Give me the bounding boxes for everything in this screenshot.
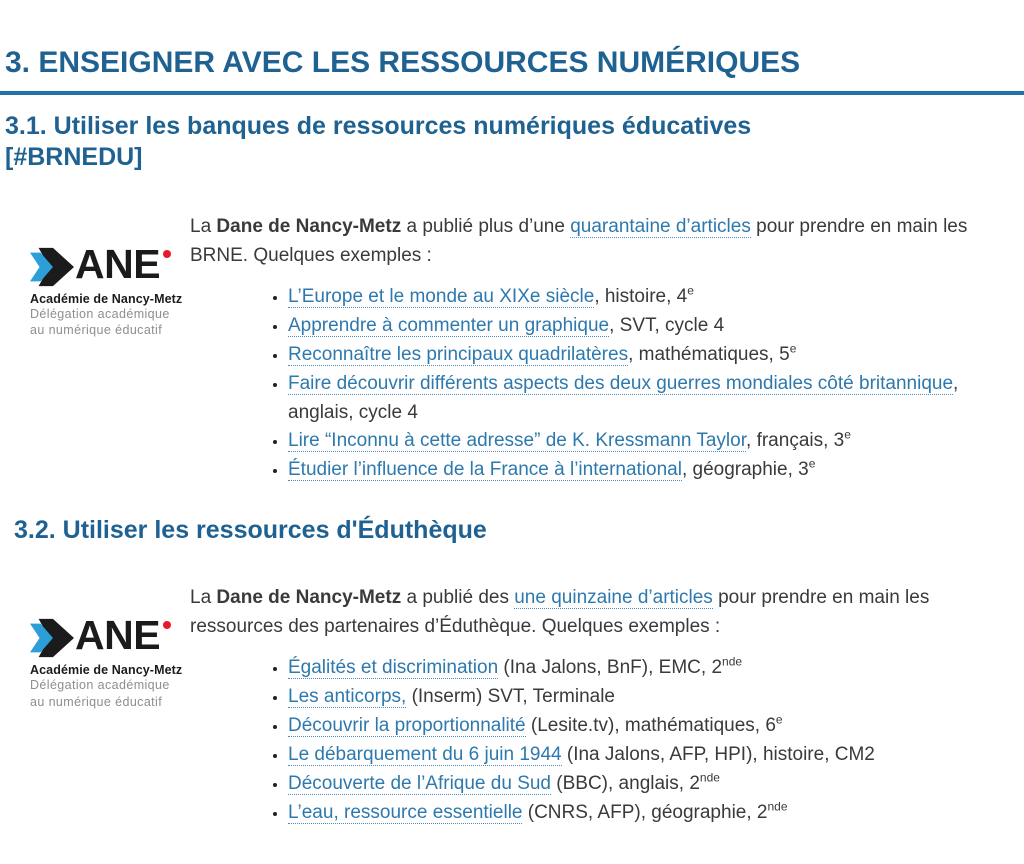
list-item [288,799,1010,828]
superscript: e [789,341,797,356]
intro-paragraph [190,213,1010,270]
logo-red-dot-icon [163,621,171,629]
superscript: e [844,428,851,443]
article-link[interactable]: L’eau, ressource essentielle [288,801,523,823]
article-link[interactable]: Découverte de l’Afrique du Sud [288,772,551,794]
logo-subtitle-line: Délégation académique [30,678,170,693]
document-page [0,46,1024,848]
section-brnedu-title [5,111,1010,174]
text: (BBC), anglais, 2 [551,772,700,794]
page-title: 3. ENSEIGNER AVEC LES RESSOURCES NUMÉRIQUES [5,46,801,79]
article-link[interactable]: L’Europe et le monde au XIXe siècle [288,286,595,307]
dane-logo [30,241,190,339]
article-link[interactable]: Lire “Inconnu à cette adresse” de K. Kressmann Taylor [288,430,747,452]
logo-subtitle-line: Délégation académique [30,307,170,321]
article-link[interactable]: Le débarquement du 6 juin 1944 [288,744,562,765]
text: , histoire, 4 [594,286,688,307]
text: a publié plus d’une [401,216,571,237]
text: (Lesite.tv), mathématiques, 6 [525,715,776,737]
dane-d-chevron-icon [30,618,74,658]
dane-wordmark: ANE [75,241,161,287]
bold-text: Dane de Nancy-Metz [216,216,402,237]
section-edutheque [5,515,1010,828]
section-brnedu-content [190,213,1010,485]
section-brnedu [5,111,1010,486]
logo-academy-name: Académie de Nancy-Metz [30,663,183,678]
text: (CNRS, AFP), géographie, 2 [522,801,768,823]
logo-red-dot-icon [163,250,171,258]
list-item [288,683,1010,712]
logo-column [30,584,190,827]
article-link[interactable]: quarantaine d’articles [570,216,751,237]
article-link[interactable]: Étudier l’influence de la France à l’international [288,459,682,481]
list-item [288,427,1010,456]
superscript: nde [767,799,788,814]
section-edutheque-content [190,584,1010,827]
dane-wordmark: ANE [75,612,161,659]
list-item [288,654,1010,683]
list-item [288,456,1010,485]
section-edutheque-title [5,515,1010,546]
text: (Inserm) SVT, Terminale [406,686,615,708]
text: , français, 3 [746,430,845,452]
list-item [288,312,1010,341]
superscript: e [808,456,816,471]
intro-paragraph [190,584,1010,641]
article-link[interactable]: Apprendre à commenter un graphique [288,314,610,336]
section-title-line: 3.2. Utiliser les ressources d'Éduthèque [14,516,487,545]
logo-academy-name: Académie de Nancy-Metz [30,292,183,306]
text: pour prendre en main les ressources des partenaires d’Éduthèque. Quelques exemples : [190,587,930,637]
article-link[interactable]: Égalités et discrimination [288,657,499,679]
list-item [288,712,1010,741]
list-item [288,370,1010,428]
text: (Ina Jalons, BnF), EMC, 2 [498,657,723,679]
superscript: e [687,283,694,298]
text: , SVT, cycle 4 [609,314,725,336]
list-item [288,770,1010,799]
article-list-brnedu [190,283,1010,485]
article-link[interactable]: Reconnaître les principaux quadrilatères [288,343,629,365]
text: La [190,587,217,609]
text: pour prendre en main les BRNE. Quelques exemples : [190,216,968,266]
article-link[interactable]: une quinzaine d’articles [514,587,713,609]
logo-subtitle-line: au numérique éducatif [30,694,163,709]
bold-text: Dane de Nancy-Metz [216,587,402,609]
list-item [288,283,1010,312]
text: , géographie, 3 [681,459,809,481]
text: (Ina Jalons, AFP, HPI), histoire, CM2 [561,744,875,765]
logo-subtitle-line: au numérique éducatif [30,323,163,338]
article-list-edutheque [190,654,1010,827]
article-link[interactable]: Les anticorps, [288,686,407,708]
text: , mathématiques, 5 [628,343,790,365]
text: a publié des [401,587,515,609]
list-item [288,341,1010,370]
superscript: e [775,712,783,727]
list-item [288,741,1010,770]
logo-column [30,213,190,485]
text: , anglais, cycle 4 [288,372,959,423]
article-link[interactable]: Découvrir la proportionnalité [288,715,526,737]
dane-logo [30,612,190,710]
dane-d-chevron-icon [30,247,74,287]
section-title-line: [#BRNEDU] [5,142,143,171]
superscript: nde [722,655,743,670]
heading-rule [0,91,1024,95]
article-link[interactable]: Faire découvrir différents aspects des deux guerres mondiales côté britannique [288,372,954,394]
superscript: nde [699,770,720,785]
text: La [190,216,217,237]
section-title-line: 3.1. Utiliser les banques de ressources numériques éducatives [5,111,752,140]
